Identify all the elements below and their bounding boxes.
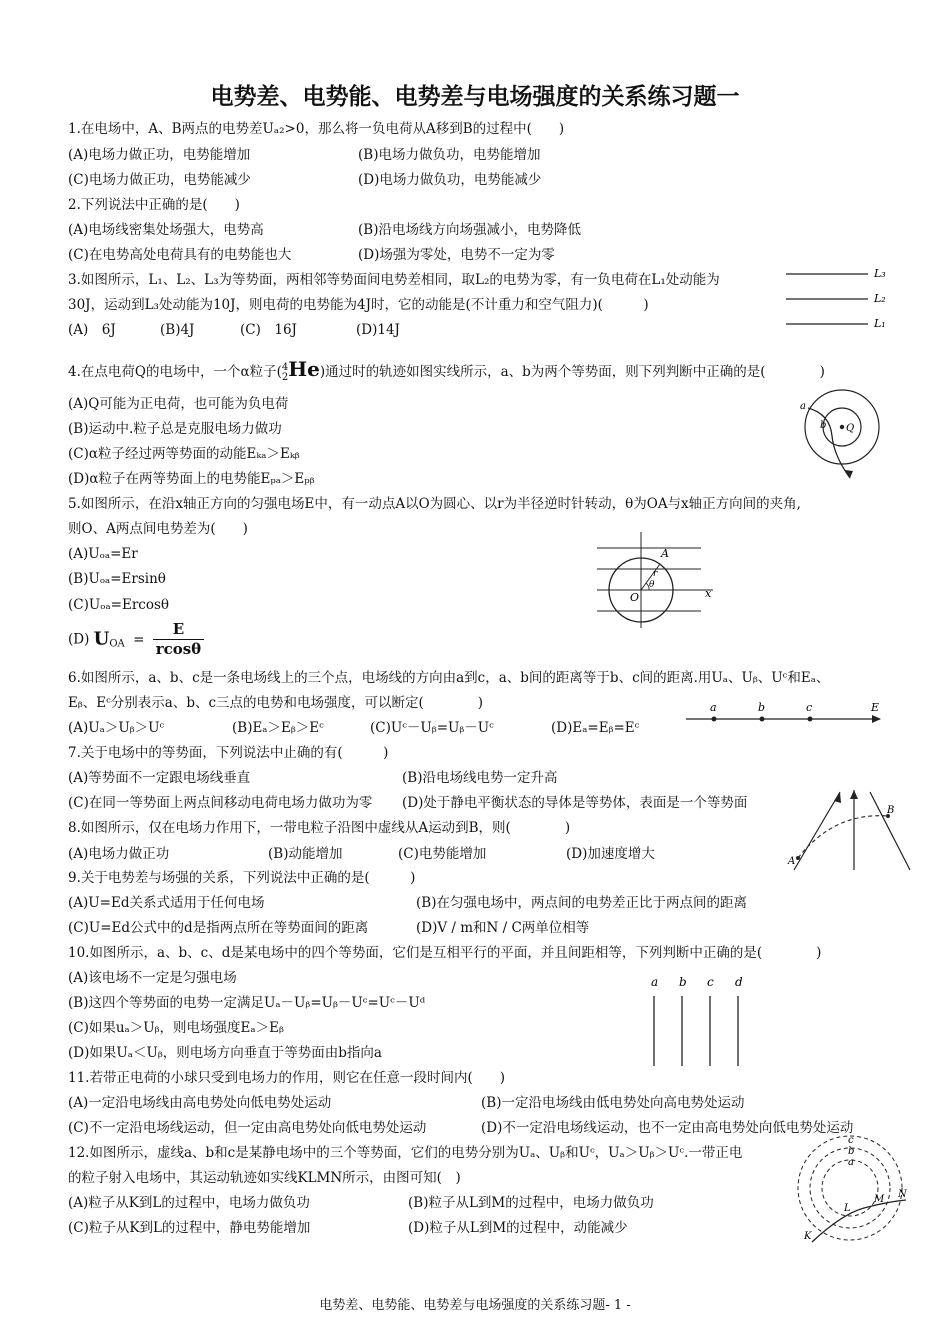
point-b — [760, 717, 765, 722]
q2-option-a: (A)电场线密集处场强大，电势高 — [68, 222, 264, 238]
q8-option-c: (C)电势能增加 — [398, 846, 487, 862]
q11-option-c: (C)不一定沿电场线运动，但一定由高电势处向低电势处运动 — [68, 1120, 427, 1136]
q7-option-d: (D)处于静电平衡状态的导体是等势体，表面是一个等势面 — [402, 795, 748, 811]
q3-stem-line2: 30J，运动到L₃处动能为10J，则电荷的电势能为4J时，它的动能是(不计重力和空气阻力)( ) — [68, 297, 649, 313]
q4-option-b: (B)运动中.粒子总是克服电场力做功 — [68, 421, 282, 437]
label-a: a — [800, 401, 806, 412]
q2-option-d: (D)场强为零处，电势不一定为零 — [358, 247, 555, 263]
label-b: b — [848, 1146, 855, 1157]
q1-option-b: (B)电场力做负功，电势能增加 — [358, 147, 541, 163]
q6-option-c: (C)Uᶜ－Uᵦ=Uᵦ－Uᶜ — [370, 720, 494, 736]
q10-option-b: (B)这四个等势面的电势一定满足Uₐ－Uᵦ=Uᵦ－Uᶜ=Uᶜ－Uᵈ — [68, 995, 426, 1011]
q12-option-d: (D)粒子从L到M的过程中，动能减少 — [408, 1220, 628, 1236]
label-a: a — [848, 1157, 854, 1168]
label-theta: θ — [649, 580, 655, 590]
q9-stem: 9.关于电势差与场强的关系，下列说法中正确的是( ) — [68, 870, 416, 886]
l3-label: L₃ — [874, 267, 886, 280]
label-n: N — [898, 1189, 907, 1200]
q7-option-b: (B)沿电场线电势一定升高 — [402, 770, 558, 786]
q12-option-b: (B)粒子从L到M的过程中，电场力做负功 — [408, 1195, 654, 1211]
q4-stem — [68, 357, 825, 383]
q5-d-u: U — [93, 628, 110, 650]
label-c: c — [707, 975, 714, 989]
q5-stem-line2: 则O、A两点间电势差为( ) — [68, 521, 248, 537]
q1-option-a: (A)电场力做正功，电势能增加 — [68, 147, 251, 163]
label-a: a — [651, 975, 659, 989]
q4-option-d: (D)α粒子在两等势面上的电势能Eₚₐ＞Eₚᵦ — [68, 471, 315, 487]
q1-option-d: (D)电场力做负功，电势能减少 — [358, 172, 542, 188]
q4-stem-post: )通过时的轨迹如图实线所示，a、b为两个等势面，则下列判断中正确的是( ) — [319, 364, 825, 380]
page-title: 电势差、电势能、电势差与电场强度的关系练习题一 — [210, 84, 740, 110]
q11-option-d: (D)不一定沿电场线运动，也不一定由高电势处向低电势处运动 — [481, 1120, 854, 1136]
q9-option-a: (A)U=Ed关系式适用于任何电场 — [68, 895, 265, 911]
particle-path — [798, 816, 888, 858]
q5-uniform-field-figure — [593, 528, 723, 632]
q6-stem-line1: 6.如图所示，a、b、c是一条电场线上的三个点，电场线的方向由a到c，a、b间的距离等于b、c间的距离.用Uₐ、Uᵦ、Uᶜ和Eₐ、 — [68, 670, 830, 686]
q8-field-lines-figure — [784, 786, 916, 874]
q5-d-denominator: rcosθ — [155, 640, 202, 658]
he-symbol: He — [288, 357, 320, 381]
q12-stem-line2: 的粒子射入电场中，其运动轨迹如实线KLMN所示，由图可知( ) — [68, 1170, 461, 1186]
label-c: c — [848, 1135, 854, 1146]
q12-option-a: (A)粒子从K到L的过程中，电场力做负功 — [68, 1195, 310, 1211]
q10-equipotential-planes-figure — [642, 972, 754, 1068]
label-b: b — [679, 975, 687, 989]
q8-option-a: (A)电场力做正功 — [68, 846, 170, 862]
q5-option-a: (A)Uₒₐ=Er — [68, 546, 138, 562]
point-a — [796, 856, 800, 860]
label-c: c — [806, 701, 813, 714]
q2-option-b: (B)沿电场线方向场强减小，电势降低 — [358, 222, 581, 238]
label-b: B — [887, 805, 895, 816]
q5-d-numerator: E — [153, 620, 205, 640]
q6-option-d: (D)Eₐ=Eᵦ=Eᶜ — [551, 720, 640, 736]
q9-option-c: (C)U=Ed公式中的d是指两点所在等势面间的距离 — [68, 920, 369, 936]
field-arrow — [872, 715, 881, 723]
q9-option-b: (B)在匀强电场中，两点间的电势差正比于两点间的距离 — [416, 895, 747, 911]
q1-option-c: (C)电场力做正功，电势能减少 — [68, 172, 251, 188]
trajectory-klmn — [812, 1200, 906, 1242]
q12-option-c: (C)粒子从K到L的过程中，静电势能增加 — [68, 1220, 311, 1236]
label-q: Q — [846, 423, 855, 434]
q11-option-a: (A)一定沿电场线由高电势处向低电势处运动 — [68, 1095, 332, 1111]
label-e: E — [871, 701, 880, 714]
q9-option-d: (D)V / m和N / C两单位相等 — [416, 920, 590, 936]
q6-field-line-figure — [684, 700, 884, 726]
q5-d-sub: OA — [109, 638, 125, 650]
q3-equipotential-figure — [782, 262, 892, 334]
q3-stem-line1: 3.如图所示，L₁、L₂、L₃为等势面，两相邻等势面间电势差相同，取L₂的电势为零，有一负电荷在L₁处动能为 — [68, 272, 720, 288]
q10-stem: 10.如图所示，a、b、c、d是某电场中的四个等势面，它们是互相平行的平面，并且间距相等，下列判断中正确的是( ) — [68, 945, 822, 961]
q5-d-prefix: (D) — [68, 631, 90, 648]
charge-q-dot — [840, 425, 844, 429]
label-o: O — [630, 591, 640, 604]
q10-option-c: (C)如果uₐ＞Uᵦ，则电场强度Eₐ＞Eᵦ — [68, 1020, 284, 1036]
point-c — [808, 717, 813, 722]
q6-stem-line2: Eᵦ、Eᶜ分别表示a、b、c三点的电势和电场强度，可以断定( ) — [68, 695, 484, 711]
q3-option-b: (B)4J — [160, 322, 195, 338]
q12-equipotential-figure — [790, 1134, 914, 1250]
q5-stem-line1: 5.如图所示，在沿x轴正方向的匀强电场E中，有一动点A以O为圆心、以r为半径逆时针转动，θ为OA与x轴正方向间的夹角, — [68, 496, 801, 512]
point-a — [712, 717, 717, 722]
q5-d-fraction — [153, 620, 205, 659]
q4-stem-pre: 4.在点电荷Q的电场中，一个α粒子( — [68, 364, 282, 380]
q7-stem: 7.关于电场中的等势面，下列说法中止确的有( ) — [68, 745, 389, 761]
q10-option-d: (D)如果Uₐ＜Uᵦ，则电场方向垂直于等势面由b指向a — [68, 1045, 382, 1061]
label-x: x — [705, 587, 712, 600]
atomic-number: 2 — [281, 371, 289, 383]
q11-stem: 11.若带正电荷的小球只受到电场力的作用，则它在任意一段时间内( ) — [68, 1070, 506, 1086]
q4-option-a: (A)Q可能为正电荷，也可能为负电荷 — [68, 396, 289, 412]
label-d: d — [735, 975, 743, 989]
l2-label: L₂ — [874, 292, 886, 305]
field-line-right — [870, 792, 910, 870]
l1-label: L₁ — [874, 317, 886, 330]
q4-point-charge-figure — [790, 384, 890, 482]
q8-option-d: (D)加速度增大 — [566, 846, 655, 862]
label-l: L — [844, 1203, 851, 1214]
label-a: a — [710, 701, 717, 714]
label-r: r — [653, 569, 658, 579]
q3-option-d: (D)14J — [356, 322, 400, 338]
q5-d-eq: = — [133, 631, 145, 648]
label-b: b — [758, 701, 766, 714]
q5-option-b: (B)Uₒₐ=Ersinθ — [68, 571, 166, 587]
label-m: M — [874, 1194, 885, 1205]
label-a: A — [788, 856, 796, 867]
q4-option-c: (C)α粒子经过两等势面的动能Eₖₐ＞Eₖᵦ — [68, 446, 300, 462]
q3-option-a: (A) 6J — [68, 322, 116, 338]
q8-stem: 8.如图所示，仅在电场力作用下，一带电粒子沿图中虚线从A运动到B，则( ) — [68, 820, 571, 836]
label-a: A — [661, 547, 669, 560]
alpha-trajectory — [808, 408, 850, 478]
arrow-middle — [850, 790, 858, 799]
label-b: b — [820, 420, 827, 431]
q3-option-c: (C) 16J — [240, 322, 297, 338]
q6-option-a: (A)Uₐ＞Uᵦ＞Uᶜ — [68, 720, 165, 736]
q7-option-a: (A)等势面不一定跟电场线垂直 — [68, 770, 251, 786]
label-k: K — [804, 1231, 812, 1242]
q2-stem: 2.下列说法中正确的是( ) — [68, 197, 240, 213]
q6-option-b: (B)Eₐ＞Eᵦ＞Eᶜ — [232, 720, 324, 736]
q11-option-b: (B)一定沿电场线由低电势处向高电势处运动 — [481, 1095, 745, 1111]
q1-stem: 1.在电场中，A、B两点的电势差Uₐ₂>0，那么将一负电荷从A移到B的过程中( ) — [68, 121, 565, 137]
q8-option-b: (B)动能增加 — [268, 846, 343, 862]
q5-option-c: (C)Uₒₐ=Ercosθ — [68, 597, 170, 613]
q5-option-d — [68, 620, 204, 659]
q7-option-c: (C)在同一等势面上两点间移动电荷电场力做功为零 — [68, 795, 373, 811]
q2-option-c: (C)在电势高处电荷具有的电势能也大 — [68, 247, 292, 263]
field-line-left — [794, 792, 840, 870]
mass-number: 4 — [281, 361, 289, 373]
q10-option-a: (A)该电场不一定是匀强电场 — [68, 970, 237, 986]
page-footer: 电势差、电势能、电势差与电场强度的关系练习题- 1 - — [319, 1298, 631, 1313]
q12-stem-line1: 12.如图所示，虚线a、b和c是某静电场中的三个等势面，它们的电势分别为Uₐ、Uᵦ和Uᶜ，Uₐ＞Uᵦ＞Uᶜ.一带正电 — [68, 1145, 743, 1161]
